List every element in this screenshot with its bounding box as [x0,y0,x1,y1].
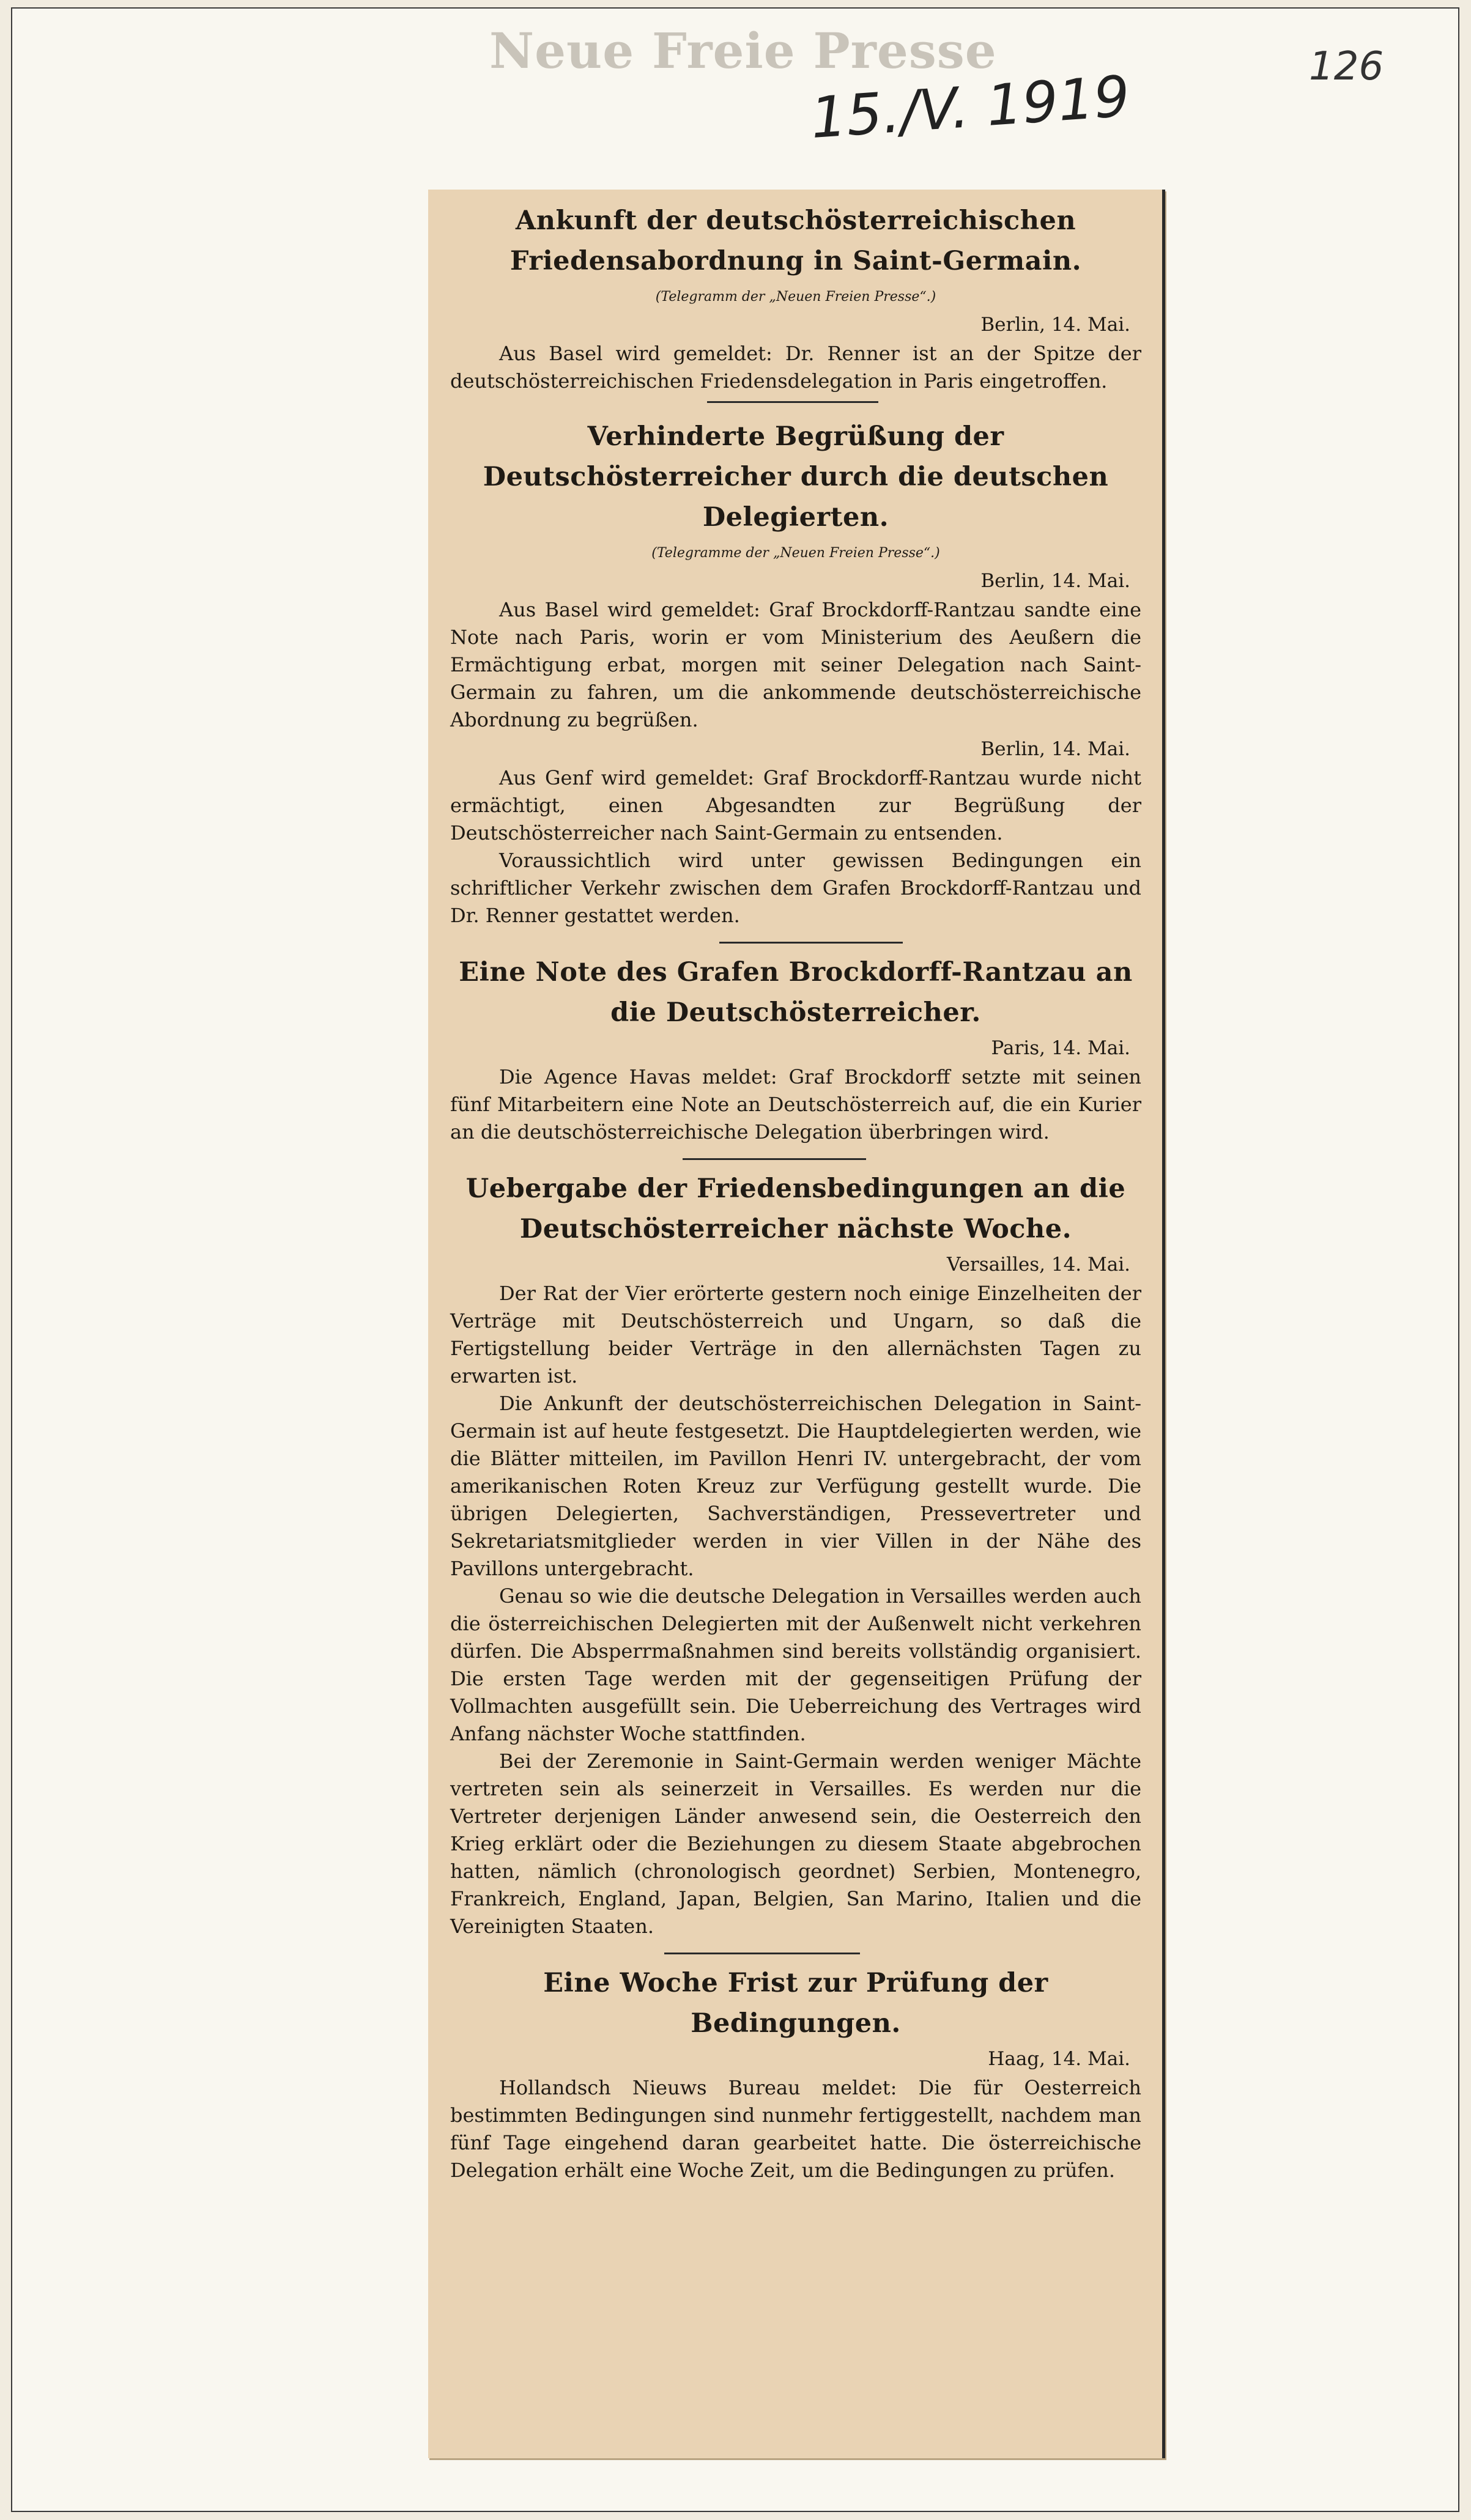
separator-rule [719,942,903,944]
dateline: Berlin, 14. Mai. [980,570,1130,592]
article [450,201,1141,395]
paragraph: Genau so wie die deutsche Delegation in Versailles werden auch die österreichischen Delegierten mit der Außenwelt nicht verkehren dürfen. Die Absperrmaßnahmen sind bereits vollständig organisiert. Die ersten Tage werden mit der gegenseitigen Prüfung der Vollmachten ausgefüllt sein. Die Ueberreichung des Vertrages wird Anfang nächster Woche stattfinden. [450,1584,1141,1745]
handwritten-date: 15./V. 1919 [808,63,1132,152]
dateline: Berlin, 14. Mai. [980,314,1130,336]
paragraph: Die Agence Havas meldet: Graf Brockdorff setzte mit seinen fünf Mitarbeitern eine Note an Deutschösterreich auf, die ein Kurier an die deutschösterreichische Delegation überbringen wird. [450,1065,1141,1144]
paragraph: Die Ankunft der deutschösterreichischen Delegation in Saint-Germain ist auf heute festgesetzt. Die Hauptdelegierten werden, wie die Blätter mitteilen, im Pavillon Henri IV. untergebracht, der vom amerikanischen Roten Kreuz zur Verfügung gestellt wurde. Die übrigen Delegierten, Sachverständigen, Pressevertreter und Sekretariatsmitglieder werden in vier Villen in der Nähe des Pavillons untergebracht. [450,1392,1141,1580]
dateline: Haag, 14. Mai. [988,2048,1130,2070]
article [450,416,1141,929]
paragraph: Voraussichtlich wird unter gewissen Bedingungen ein schriftlicher Verkehr zwischen dem Grafen Brockdorff-Rantzau und Dr. Renner gestattet werden. [450,849,1141,927]
article-headline: Uebergabe der Friedensbedingungen an die Deutschösterreicher nächste Woche. [465,1173,1126,1244]
dateline: Paris, 14. Mai. [991,1037,1130,1059]
article-source: (Telegramme der „Neuen Freien Presse“.) [651,545,940,561]
article-headline: Eine Woche Frist zur Prüfung der Bedingungen. [543,1968,1048,2039]
page-number: 126 [1309,44,1384,89]
newspaper-clipping [428,190,1165,2458]
paragraph: Aus Basel wird gemeldet: Graf Brockdorff-Rantzau sandte eine Note nach Paris, worin er vom Ministerium des Aeußern die Ermächtigung erbat, morgen mit seiner Delegation nach Saint-Germain zu fahren, um die ankommende deutschösterreichische Abordnung zu begrüßen. [450,598,1141,731]
paragraph: Bei der Zeremonie in Saint-Germain werden weniger Mächte vertreten sein als seinerzeit in Versailles. Es werden nur die Vertreter derjenigen Länder anwesend sein, die Oesterreich den Krieg erklärt oder die Beziehungen zu diesem Staate abgebrochen hatten, nämlich (chronologisch geordnet) Serbien, Montenegro, Frankreich, England, Japan, Belgien, San Marino, Italien und die Vereinigten Staaten. [450,1750,1141,1938]
article [450,1963,1141,2184]
separator-rule [664,1953,860,1954]
article-source: (Telegramm der „Neuen Freien Presse“.) [655,289,936,305]
newspaper-stamp: Neue Freie Presse [489,22,997,79]
dateline: Berlin, 14. Mai. [980,738,1130,760]
paragraph: Aus Genf wird gemeldet: Graf Brockdorff-Rantzau wurde nicht ermächtigt, einen Abgesandten zur Begrüßung der Deutschösterreicher nach Saint-Germain zu entsenden. [450,766,1141,844]
article [450,1169,1141,1940]
article-headline: Ankunft der deutschösterreichischen Friedensabordnung in Saint-Germain. [509,205,1082,276]
separator-rule [683,1158,866,1160]
article-headline: Verhinderte Begrüßung der Deutschösterreicher durch die deutschen Delegierten. [483,421,1109,533]
separator-rule [707,401,878,403]
article-headline: Eine Note des Grafen Brockdorff-Rantzau an die Deutschösterreicher. [459,957,1133,1028]
paragraph: Aus Basel wird gemeldet: Dr. Renner ist an der Spitze der deutschösterreichischen Friedensdelegation in Paris eingetroffen. [450,342,1141,393]
dateline: Versailles, 14. Mai. [947,1254,1130,1276]
paragraph: Der Rat der Vier erörterte gestern noch einige Einzelheiten der Verträge mit Deutschösterreich und Ungarn, so daß die Fertigstellung beider Verträge in den allernächsten Tagen zu erwarten ist. [450,1282,1141,1387]
article [450,952,1141,1146]
paragraph: Hollandsch Nieuws Bureau meldet: Die für Oesterreich bestimmten Bedingungen sind nunmehr fertiggestellt, nachdem man fünf Tage eingehend daran gearbeitet hatte. Die österreichische Delegation erhält eine Woche Zeit, um die Bedingungen zu prüfen. [450,2076,1141,2182]
